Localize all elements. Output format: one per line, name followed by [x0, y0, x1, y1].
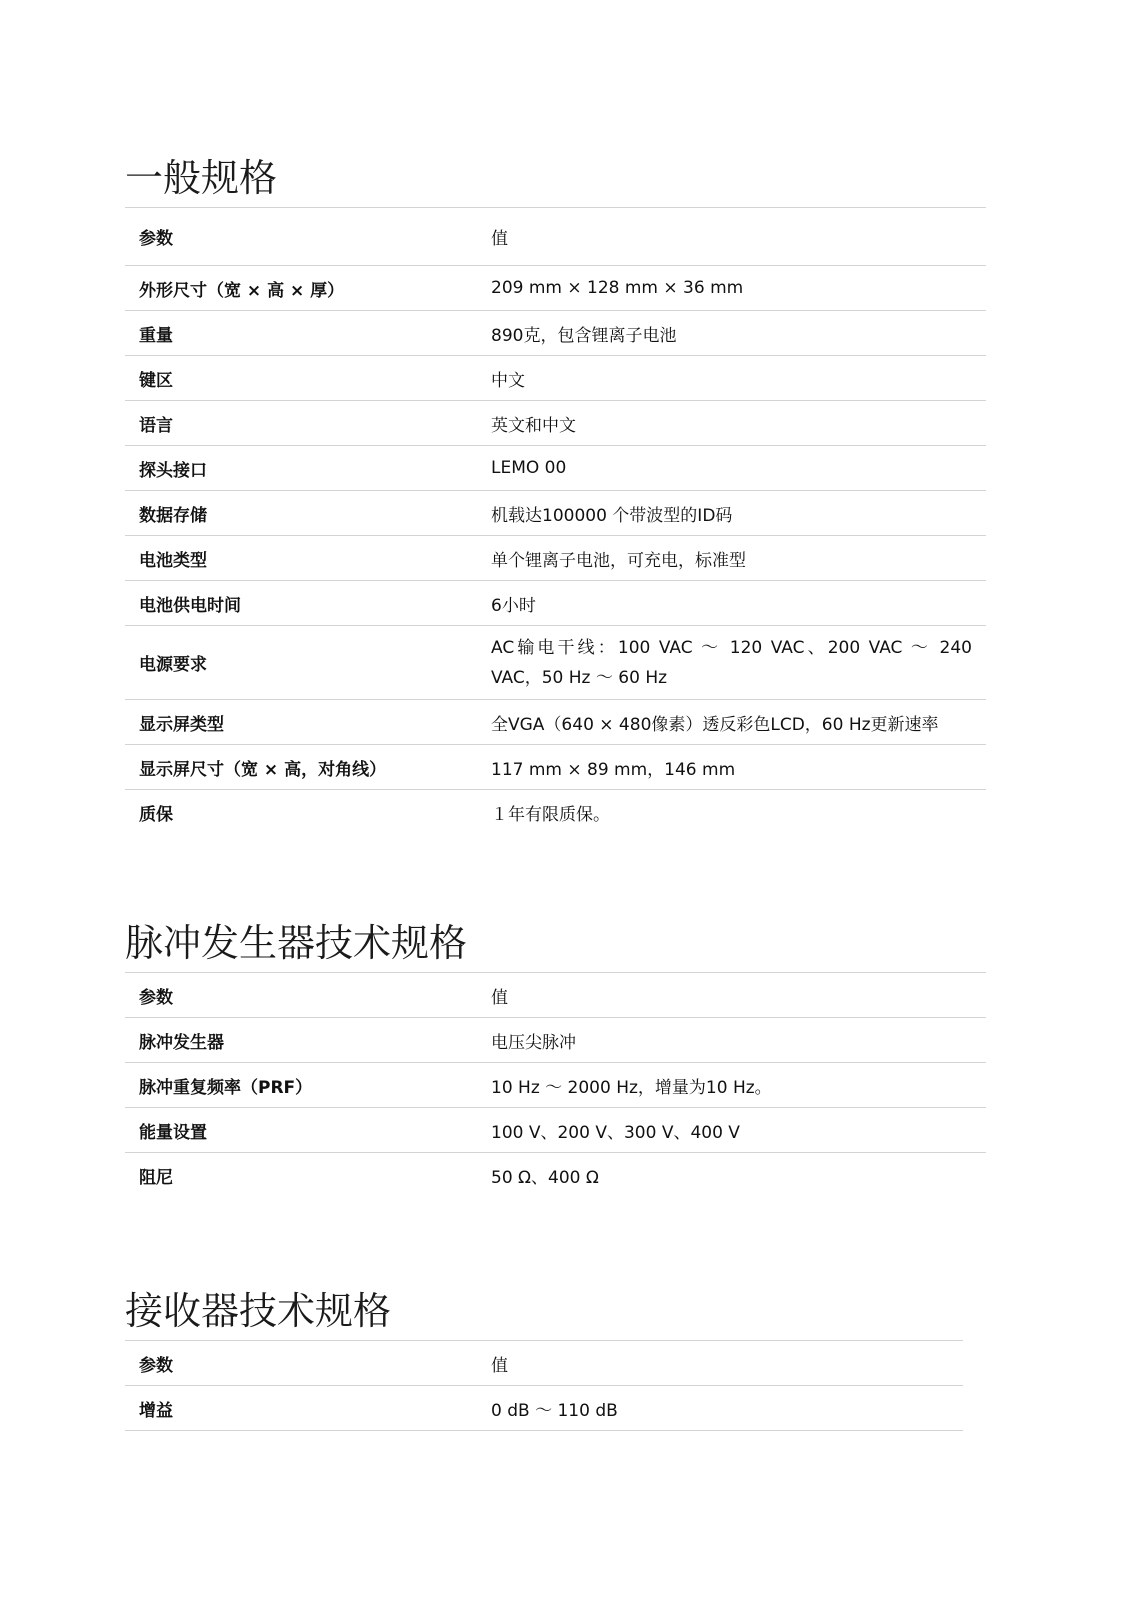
row-param: 质保 [125, 790, 477, 835]
row-value: 英文和中文 [477, 401, 986, 446]
general-spec-title: 一般规格 [125, 156, 278, 200]
row-value: 209 mm × 128 mm × 36 mm [477, 266, 986, 311]
row-param: 增益 [125, 1386, 477, 1431]
table-row [125, 356, 986, 401]
row-value: １年有限质保。 [477, 790, 986, 835]
row-value: 50 Ω、400 Ω [477, 1153, 986, 1198]
row-value: 6小时 [477, 581, 986, 626]
row-param: 阻尼 [125, 1153, 477, 1198]
table-row [125, 311, 986, 356]
table-row [125, 1386, 963, 1431]
row-value: 117 mm × 89 mm，146 mm [477, 745, 986, 790]
header-value: 值 [477, 1341, 963, 1386]
pulser-spec-section [125, 920, 986, 1198]
table-row [125, 745, 986, 790]
pulser-spec-table [125, 972, 986, 1198]
header-value: 值 [477, 208, 986, 266]
row-param: 语言 [125, 401, 477, 446]
row-value: AC输电干线：100 VAC ～ 120 VAC、200 VAC ～ 240 VAC，50 Hz ～ 60 Hz [477, 626, 986, 700]
row-value: 中文 [477, 356, 986, 401]
row-value: 10 Hz ～ 2000 Hz，增量为10 Hz。 [477, 1063, 986, 1108]
row-param: 重量 [125, 311, 477, 356]
receiver-spec-table [125, 1340, 963, 1431]
row-param: 数据存储 [125, 491, 477, 536]
row-value: 电压尖脉冲 [477, 1018, 986, 1063]
row-param: 电池类型 [125, 536, 477, 581]
header-param: 参数 [125, 208, 477, 266]
row-value: 0 dB ～ 110 dB [477, 1386, 963, 1431]
general-spec-table [125, 207, 986, 835]
table-row [125, 266, 986, 311]
header-value: 值 [477, 973, 986, 1018]
header-param: 参数 [125, 1341, 477, 1386]
row-param: 能量设置 [125, 1108, 477, 1153]
row-param: 探头接口 [125, 446, 477, 491]
table-row [125, 1018, 986, 1063]
row-param: 显示屏类型 [125, 700, 477, 745]
table-row [125, 1153, 986, 1198]
row-value: 单个锂离子电池，可充电，标准型 [477, 536, 986, 581]
row-param: 脉冲发生器 [125, 1018, 477, 1063]
table-row [125, 700, 986, 745]
receiver-spec-title: 接收器技术规格 [125, 1289, 392, 1333]
table-row [125, 626, 986, 700]
row-value: 890克，包含锂离子电池 [477, 311, 986, 356]
pulser-spec-title: 脉冲发生器技术规格 [125, 921, 468, 965]
row-value: 100 V、200 V、300 V、400 V [477, 1108, 986, 1153]
table-row [125, 401, 986, 446]
table-header-row [125, 973, 986, 1018]
table-row [125, 536, 986, 581]
table-row [125, 491, 986, 536]
row-param: 外形尺寸（宽 × 高 × 厚） [125, 266, 477, 311]
table-row [125, 1063, 986, 1108]
header-param: 参数 [125, 973, 477, 1018]
table-row [125, 446, 986, 491]
row-value: LEMO 00 [477, 446, 986, 491]
table-row [125, 1108, 986, 1153]
row-param: 脉冲重复频率（PRF） [125, 1063, 477, 1108]
general-spec-section [125, 155, 986, 835]
row-param: 电池供电时间 [125, 581, 477, 626]
table-header-row [125, 1341, 963, 1386]
table-header-row [125, 208, 986, 266]
row-value: 全VGA（640 × 480像素）透反彩色LCD，60 Hz更新速率 [477, 700, 986, 745]
row-param: 电源要求 [125, 626, 477, 700]
row-param: 键区 [125, 356, 477, 401]
receiver-spec-section [125, 1288, 963, 1431]
table-row [125, 790, 986, 835]
table-row [125, 581, 986, 626]
row-param: 显示屏尺寸（宽 × 高，对角线） [125, 745, 477, 790]
row-value: 机载达100000 个带波型的ID码 [477, 491, 986, 536]
